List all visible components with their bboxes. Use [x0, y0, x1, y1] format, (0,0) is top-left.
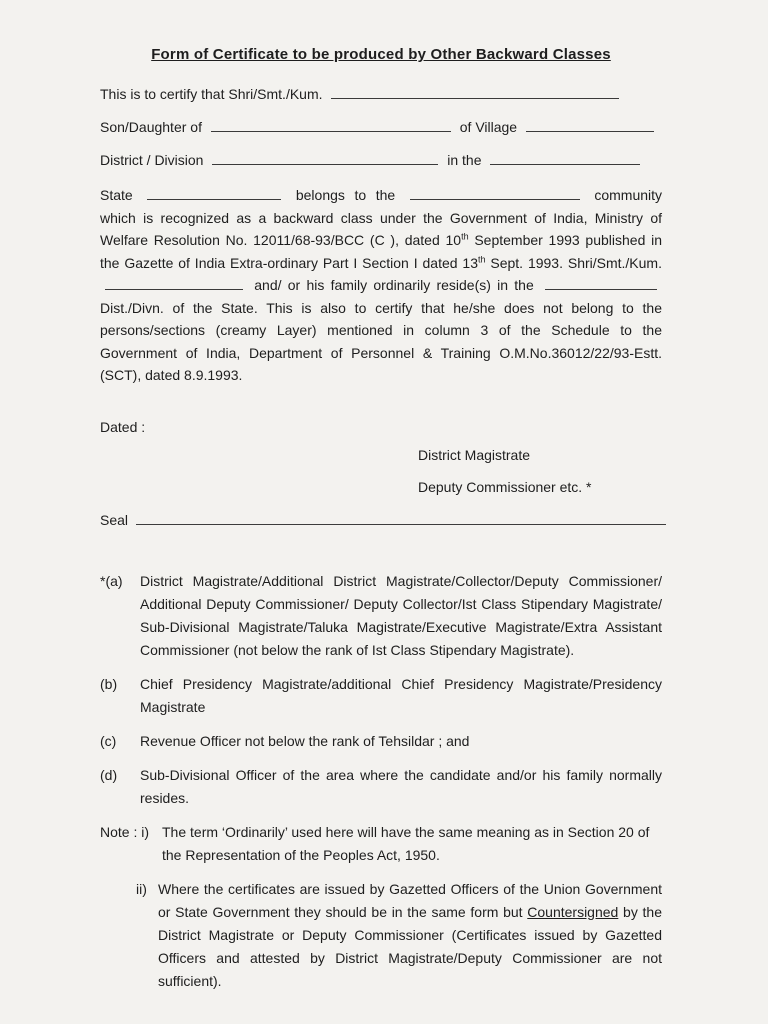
body-text-segment: State	[100, 187, 133, 203]
signatory-title-1: District Magistrate	[418, 446, 531, 463]
body-text-segment: community which is recognized as a backward class under the Government of India, Ministry of Welfare Resolution No. 12011/68-93/BCC (C ), dated 10	[100, 187, 663, 248]
note-i	[100, 821, 662, 867]
village-label: of Village	[459, 119, 518, 135]
note-text-d: Sub-Divisional Officer of the area where the candidate and/or his family normally resides.	[140, 766, 662, 806]
seal-row	[100, 512, 662, 528]
body-text-segment: September 1993 published in the Gazette of India Extra-ordinary Part I Section I dated 13	[100, 232, 662, 271]
body-text-segment: and/ or his family ordinarily reside(s) in the	[254, 277, 534, 293]
note-ii-segment: by the District Magistrate or Deputy Commissioner (Certificates issued by Gazetted Officers and attested by District Magistrate/Deputy Commissioner are not sufficient).	[158, 903, 662, 989]
note-ii	[136, 878, 662, 993]
note-ii-segment: Where the certificates are issued by Gazetted Officers of the Union Government or State Government they should be in the same form but	[158, 880, 662, 920]
certify-prefix-label: This is to certify that Shri/Smt./Kum.	[100, 86, 323, 102]
in-the-label: in the	[447, 152, 482, 168]
note-item-a	[100, 570, 662, 662]
district-label: District / Division	[100, 152, 204, 168]
note-text-c: Revenue Officer not below the rank of Tehsildar ; and	[140, 732, 470, 749]
state-blank-line	[147, 187, 281, 200]
son-daughter-label: Son/Daughter of	[100, 119, 202, 135]
district-row	[100, 151, 662, 170]
document-title: Form of Certificate to be produced by Other Backward Classes	[151, 46, 611, 63]
note-marker-b: (b)	[100, 675, 118, 692]
certify-row	[100, 85, 662, 104]
countersigned-underlined-word: Countersigned	[527, 903, 619, 920]
name-blank-line	[331, 86, 619, 99]
note-marker-d: (d)	[100, 766, 118, 783]
dated-label: Dated :	[100, 418, 146, 435]
signatory-title-2: Deputy Commissioner etc. *	[418, 478, 592, 495]
certificate-body	[100, 184, 662, 387]
village-blank-line	[526, 119, 654, 132]
signature-block	[418, 447, 662, 495]
note-i-marker: Note : i)	[100, 823, 150, 840]
note-marker-a: *(a)	[100, 572, 123, 589]
footnotes-section	[100, 570, 662, 993]
body-text-segment: Dist./Divn. of the State. This is also to certify that he/she does not belong to the persons/sections (creamy Layer) mentioned in column 3 of the Schedule to the Government of India, Department of Personnel & Training O.M.No.36012/22/93-Estt.(SCT), dated 8.9.1993.	[100, 299, 662, 383]
region-blank-line	[490, 152, 640, 165]
note-ii-marker: ii)	[136, 880, 147, 897]
note-item-d	[100, 764, 662, 810]
superscript: th	[461, 231, 469, 242]
note-text-a: District Magistrate/Additional District Magistrate/Collector/Deputy Commissioner/ Additional Deputy Commissioner/ Deputy Collector/Ist Class Stipendary Magistrate/ Sub-Divisional Magistrate/Taluka Magistrate/Executive Magistrate/Extra Assistant Commissioner (not below the rank of Ist Class Stipendary Magistrate).	[140, 572, 662, 658]
parent-name-blank-line	[211, 119, 451, 132]
note-item-b	[100, 673, 662, 719]
note-item-c	[100, 730, 662, 753]
note-marker-c: (c)	[100, 732, 117, 749]
district-blank-line	[212, 152, 438, 165]
note-i-text: The term ‘Ordinarily’ used here will have the same meaning as in Section 20 of the Representation of the Peoples Act, 1950.	[162, 823, 650, 863]
body-text-segment: belongs to the	[295, 187, 396, 203]
residence-blank-line	[545, 277, 657, 290]
applicant-name-blank-line	[105, 277, 243, 290]
body-text-segment: Sept. 1993. Shri/Smt./Kum.	[485, 254, 662, 271]
superscript: th	[477, 253, 486, 264]
community-blank-line	[410, 187, 580, 200]
seal-label: Seal	[100, 511, 129, 528]
note-ii-text	[158, 878, 662, 993]
seal-rule-line	[136, 512, 666, 525]
note-text-b: Chief Presidency Magistrate/additional Chief Presidency Magistrate/Presidency Magistrate	[140, 675, 662, 715]
parent-village-row	[100, 118, 662, 137]
